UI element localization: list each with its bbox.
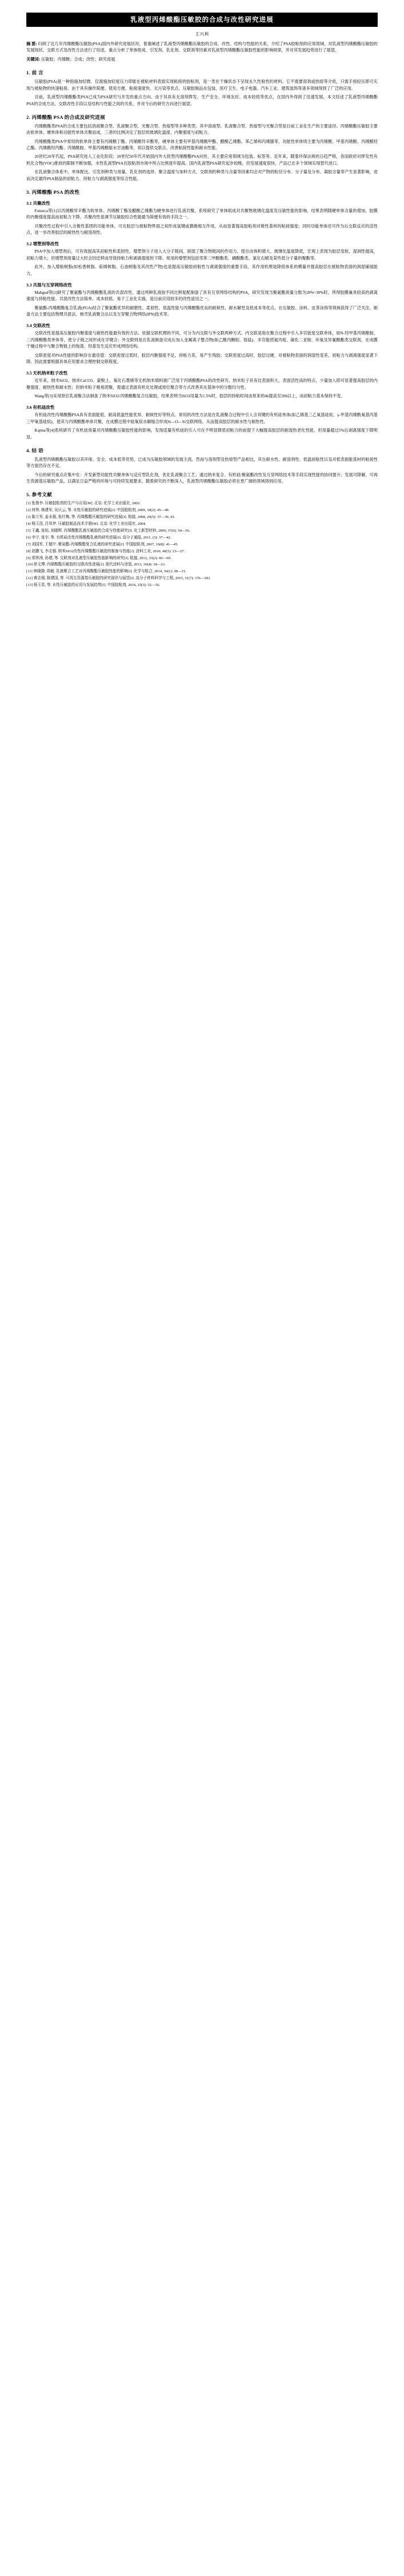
- section-heading-1: 1. 前 言: [26, 70, 43, 76]
- section-heading-2: 2. 丙烯酸酯 PSA 的合成及研究进展: [26, 114, 105, 120]
- keywords-text: 压敏胶；丙烯酸；合成；改性；研究进展: [41, 57, 116, 62]
- reference-item: [8] 赵鹏飞, 李志强. 纳米SiO2改性丙烯酸酯压敏胶的制备与性能[J]. 涂料工业, 2010, 40(5): 23—27.: [26, 549, 185, 553]
- paragraph: PSA中加入增塑剂后，可有效提高其初粘性和柔韧性。增塑剂分子进入大分子链间，削弱了聚合物链间的作用力，使自由体积增大、玻璃化温度降低，宏观上表现为胶层变软、湿润性提高，初粘力增大；但增塑剂用量过大时会因迁移而导致持粘力和剥离强度的下降。常用的增塑剂包括邻苯二甲酸酯类、磷酸酯类、氯化石蜡及某些低分子量的聚酯等。: [26, 249, 378, 261]
- paragraph: 交联改性是提高压敏胶内聚强度与耐热性能最有效的方法。依据交联机理的不同，可分为内交联与外交联两种方式。内交联是指在聚合过程中引入多官能度交联单体，如N-羟甲基丙烯酰胺、二丙烯酸酯类单体等，使分子链之间形成化学键合；外交联则是在乳液制备完成后加入金属离子螯合物(如乙酰丙酮铝、锆盐)、多官能团氮丙啶、碳化二亚胺、环氧及异氰酸酯类交联剂，在成膜干燥过程中与聚合物链上的羧基、羟基发生反应形成网络结构。: [26, 331, 378, 349]
- reference-item: [10] 徐文博. 丙烯酸酯压敏胶的交联改性进展[J]. 现代涂料与涂装, 2013, 16(4): 18—21.: [26, 563, 166, 567]
- section-heading-4: 4. 结 语: [26, 447, 43, 453]
- reference-item: [3] 陈立军, 姜永强, 张红梅, 等. 丙烯酸酯压敏胶的研究进展[J]. 粘接, 2008, 29(5): 37—39, 43.: [26, 515, 175, 520]
- paragraph: Mabgud等[2]研究了聚氨酯与丙烯酸酯乳液的共混改性，通过两种乳液按不同比例复配制备了具有互穿网络结构的PSA，研究发现当聚氨酯质量分数为20%~30%时，所得胶膜兼具较高的剥离强度与持粘性能。共混改性方法简单、成本较低、易于工业化实施，是目前应用较多的改性途径之一。: [26, 290, 378, 302]
- paragraph: 交联密度对PSA性能的影响存在最佳值：交联密度过低时，胶层内聚强度不足，持粘力差，易产生残胶；交联密度过高时，胶层过硬，对被粘物表面的润湿性变差，初粘力与剥离强度显著下降。因此需要根据具体应用要求合理控制交联程度。: [26, 353, 378, 364]
- keywords-block: [26, 57, 378, 63]
- paragraph: 乳液型丙烯酸酯压敏胶以其环保、安全、成本低等优势，已成为压敏胶领域的发展主流。然而与溶剂型及热熔型产品相比，其在耐水性、耐溶剂性、低温初粘性以及对低表面能基材的粘接性等方面仍存在不足。: [26, 457, 378, 469]
- paragraph: 20世纪20年代起，PSA研究进入工业化阶段；20世纪50年代开始国内外大批型丙烯酸酯PSA问世，其主要应用领域为包装、标签等。近年来，随着环保法规的日趋严格，各国政府对挥发性有机化合物(VOC)排放的限制不断加强，水性乳液型PSA在胶粘剂市场中所占比例逐年提高。国内乳液型PSA研究起步较晚，但发展速度很快，产品已在多个领域实现替代进口。: [26, 154, 378, 166]
- reference-item: [1] 张俊李. 压敏胶粘剂的生产与应用[M]. 北京: 化学工业出版社, 2002.: [26, 501, 141, 506]
- page-footer-space: [26, 589, 378, 595]
- paragraph: 近年来，纳米SiO2、纳米CaCO3、蒙脱土、氧化石墨烯等无机纳米填料被广泛用于丙烯酸酯PSA的改性研究。纳米粒子具有比表面积大、表面活性高的特点，少量加入即可显著提高胶层的内聚强度、耐热性和耐水性；但纳米粒子极易团聚，需通过表面有机化处理或原位聚合等方式改善其在基体中的分散均匀性。: [26, 378, 378, 390]
- reference-list: [26, 501, 378, 588]
- subsection-heading-3-5: 3.5 无机纳米粒子改性: [26, 370, 68, 376]
- abstract-label: 摘 要:: [26, 42, 37, 46]
- reference-item: [4] 杨玉昆, 吕凤亭. 压敏胶制品技术手册[M]. 北京: 化学工业出版社, 2004.: [26, 522, 146, 527]
- document-page: [0, 0, 404, 612]
- abstract-block: [26, 41, 378, 54]
- reference-item: [9] 郑伟涛, 孙建, 等. 交联剂对乳液型压敏胶性能影响的研究[J]. 粘接, 2012, 33(2): 66—69.: [26, 556, 172, 560]
- subsection-heading-3-2: 3.2 增塑剂等改性: [26, 241, 59, 247]
- paragraph: 聚氨酯-丙烯酸酯复合乳液(PUA)结合了聚氨酯优异的耐磨性、柔韧性、低温性能与丙烯酸酯优良的耐候性、耐水解性及低成本等优点，在压敏胶、涂料、皮革涂饰等领域获得了广泛关注。制备方法主要包括物理共混法、核壳乳液聚合法以及互穿聚合物网络(IPN)技术等。: [26, 305, 378, 317]
- reference-item: [13] 杨玉昆, 等. 水性压敏胶的应用与发展趋势[J]. 中国胶粘剂, 2016, 25(3): 52—56.: [26, 583, 160, 588]
- paragraph: 此外，加入增粘树脂(如松香树脂、萜烯树脂、石油树脂及其改性产物)也是提高压敏胶初粘性与剥离强度的重要手段，其作用机理是降低体系的模量并提高胶层在被粘物表面的润湿铺展能力。: [26, 265, 378, 276]
- reference-item: [11] 林晓静, 周敏. 乳液聚合工艺对丙烯酸酯压敏胶性能的影响[J]. 化学与粘合, 2014, 36(1): 28—31.: [26, 569, 187, 574]
- paragraph: 有机硅改性丙烯酸酯PSA具有表面能低、耐高低温性能优异、耐候性好等特点。常用的改性方法是在乳液聚合过程中引入含双键的有机硅单体(如乙烯基三乙氧基硅烷、γ-甲基丙烯酰氧基丙基三甲氧基硅烷)，使其与丙烯酸酯单体共聚，在成膜过程中硅氧烷水解缩合形成Si—O—Si交联网络，从而提高胶层的耐水性与耐热性。: [26, 413, 378, 424]
- abstract-text: 归纳了近几年丙烯酸酯压敏胶(PSA)国内外研究进展状况，着重阐述了乳液型丙烯酸酯压敏胶的合成、改性、结构与性能的关系，介绍了PSA胶粘剂的应用领域。对乳液型丙烯酸酯压敏胶的发展现状、交联方式及改性方法进行了综述，重点分析了单体组成、引发剂、乳化剂、交联剂等因素对乳液型丙烯酸酯压敏胶性能的影响规律，并对其发展趋势进行了展望。: [26, 42, 378, 53]
- paragraph: 丙烯酸酯类PSA的合成主要包括溶液聚合型、乳液聚合型、光聚合型、热熔型等多种类型。其中溶液型、乳液聚合型、热熔型与光聚合型是目前工业化生产的主要途径。丙烯酸酯压敏胶主要由软单体、硬单体和功能性单体共聚而成，三者的比例决定了胶层的玻璃化温度、内聚强度与初粘力。: [26, 123, 378, 135]
- reference-item: [7] 刘国军, 王德中. 聚氨酯-丙烯酸酯复合乳液的研究进展[J]. 中国胶粘剂, 2007, 16(8): 41—45.: [26, 542, 179, 547]
- keywords-label: 关键词:: [26, 57, 40, 62]
- paragraph: 共聚改性过程中引入含极性基团的功能单体，可在胶层与被粘物界面之间形成氢键或偶极相互作用，从而显著提高胶粘剂对极性基材的粘接强度；同时功能单体还可作为后交联反应的活性点，进一步改善胶层的耐热性与耐溶剂性。: [26, 224, 378, 236]
- reference-item: [2] 何伟, 杨建军, 吴庆云, 等. 水性压敏胶的研究进展[J]. 中国胶粘剂, 2009, 18(2): 45—49.: [26, 508, 170, 513]
- paragraph: Kajtna等[4]系统研究了有机硅用量对丙烯酸酯压敏胶性能的影响，发现适量有机硅的引入可在不明显降低初粘力的前提下大幅提高胶层的耐湿热老化性能，但用量超过5%后剥离强度下降明显。: [26, 428, 378, 440]
- subsection-heading-3-4: 3.4 交联改性: [26, 323, 50, 329]
- references-heading: 5. 参考文献: [26, 492, 53, 498]
- paragraph: 压敏胶(PSA)是一种指施加轻微、仅需施加轻度压力即能在被粘材料表面实现粘接的胶粘剂，是一类在干燥状态下呈现永久性粘性的材料。它不需要溶剂或热熔等介质，只需手指轻压即可实现与被粘物的快速粘接。由于具有操作简便、使用方便、粘接速度快、无污染等优点，压敏胶制品在包装、医疗卫生、电子电器、汽车工业、建筑装饰等诸多领域得到了广泛的应用。: [26, 79, 378, 91]
- subsection-heading-3-6: 3.6 有机硅改性: [26, 405, 55, 410]
- page-title: 乳液型丙烯酸酯压敏胶的合成与改性研究进展: [26, 13, 378, 27]
- author-line: 王兴利: [195, 31, 209, 37]
- subsection-heading-3-3: 3.3 共混与互穿网络改性: [26, 282, 72, 288]
- subsection-heading-3-1: 3.1 共聚改性: [26, 200, 50, 206]
- paragraph: 目前，乳液型丙烯酸酯类PSA已成为PSA研究与开发的重点方向。由于其具有无溶剂挥发、生产安全、环境友好、成本较低等优点，在国内外得到了迅速发展。本文综述了乳液型丙烯酸酯PSA的合成方法、交联改性手段以及结构与性能之间的关系，并对今后的研究方向进行展望。: [26, 95, 378, 106]
- reference-item: [6] 李宁, 张宇, 等. 有机硅改性丙烯酸酯乳液的研究进展[J]. 高分子通报, 2011, (3): 37—42.: [26, 535, 172, 540]
- paragraph: Fonseca等[1]以丙烯酸异辛酯为软单体、丙烯酸丁酯及醋酸乙烯酯为硬单体进行乳液共聚，系统研究了单体组成对共聚物玻璃化温度及压敏性能的影响，结果表明随硬单体含量的增加，胶膜的内聚强度提高而初粘力下降。共聚改性是调节压敏胶综合性能最为简便有效的手段之一。: [26, 208, 378, 220]
- reference-item: [5] 王鑫, 张旭, 刘晓辉. 丙烯酸酯乳液压敏胶的合成与性能研究[J]. 化工新型材料, 2009, 37(6): 54—56.: [26, 529, 191, 533]
- paragraph: Wang等[3]采用原位乳液聚合法制备了纳米SiO2/丙烯酸酯复合压敏胶，结果表明当SiO2用量为1.5%时，胶层的持粘时间由原来的4h提高至20h以上，而初粘力基本保持不变。: [34, 394, 345, 399]
- reference-item: [12] 黄志强, 陈建国, 等. 可再生资源基压敏胶的研究现状与展望[J]. 高分子材料科学与工程, 2015, 31(7): 176—181.: [26, 576, 211, 581]
- paragraph: 丙烯酸酯类PSA中常用的软单体主要有丙烯酸丁酯、丙烯酸异辛酯等，硬单体主要有甲基丙烯酸甲酯、醋酸乙烯酯、苯乙烯和丙烯腈等，功能性单体则主要为丙烯酸、甲基丙烯酸、丙烯酸羟乙酯、丙烯酸羟丙酯、丙烯酰胺、甲基丙烯酸缩水甘油酯等，用以提供交联点、改善粘接性能和耐水性能。: [26, 139, 378, 151]
- paragraph: 在乳液聚合体系中，单体配比、引发剂种类与用量、乳化剂的选择、聚合温度与加料方式、交联剂的种类与含量等因素均会对产物的粒径分布、分子量及分布、凝胶含量等产生显著影响，进而决定最终PSA制品的初粘力、持粘力与剥离强度等综合性能。: [26, 170, 378, 181]
- section-heading-3: 3. 丙烯酸酯 PSA 的改性: [26, 189, 80, 195]
- paragraph: 今后的研究重点应集中在：开发新型功能性共聚单体与反应型乳化剂，优化乳液聚合工艺；通过纳米复合、有机硅/聚氨酯改性及互穿网络技术等手段实现性能的协同提升；发展可降解、可再生资源基压敏胶产品，以满足日益严格的环保与可持续发展要求。随着研究的不断深入，乳液型丙烯酸酯压敏胶必将在更广阔的领域得到应用。: [26, 472, 378, 484]
